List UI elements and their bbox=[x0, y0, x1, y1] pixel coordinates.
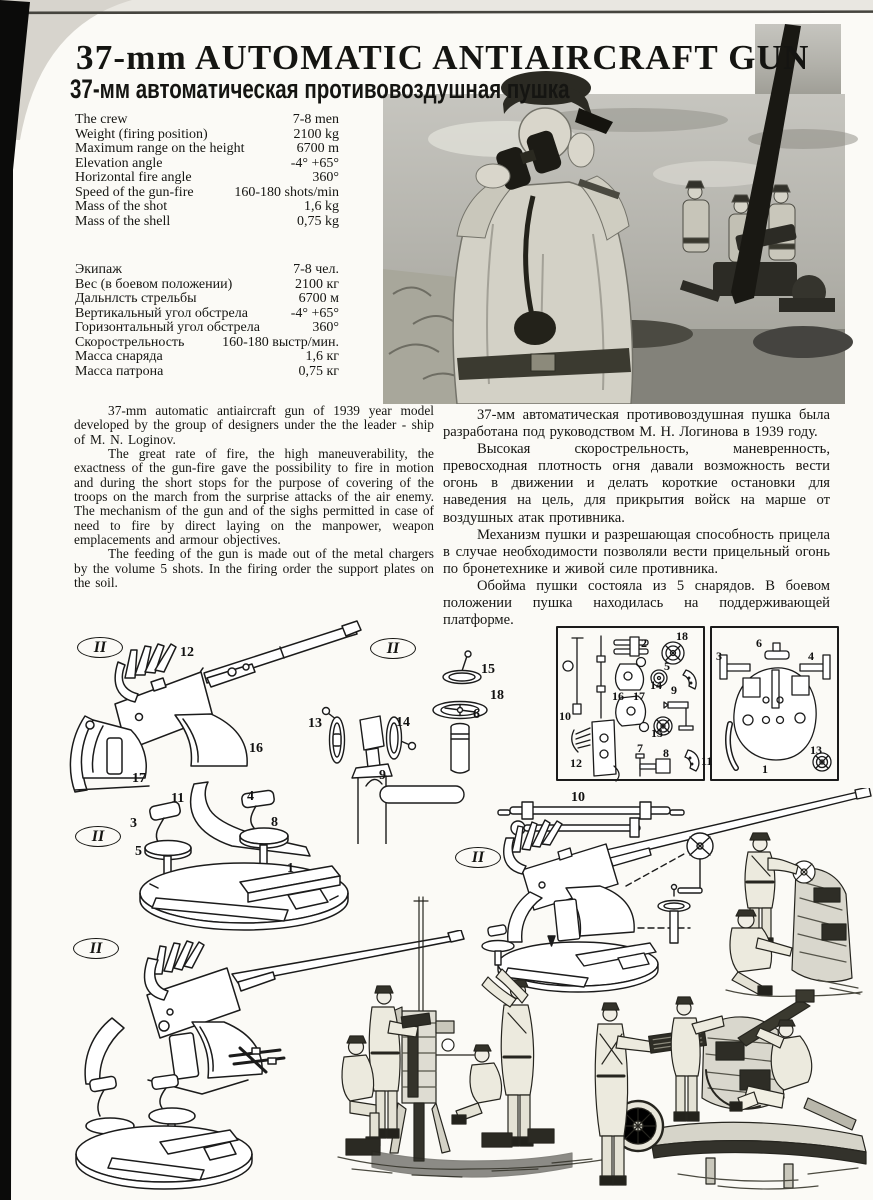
part-label: 5 bbox=[664, 659, 670, 673]
spec-value: 2100 kg bbox=[293, 126, 339, 142]
part-label: 13 bbox=[308, 716, 322, 731]
spec-value: -4° +65° bbox=[290, 155, 339, 171]
spec-value: 1,6 kg bbox=[304, 199, 339, 214]
spec-label: Скорострельность bbox=[75, 334, 185, 350]
spec-value: 7-8 men bbox=[292, 112, 339, 127]
part-label: 6 bbox=[756, 636, 762, 650]
paragraph: The feeding of the gun is made out of the metal chargers by the volume 5 shots. In the firing order the support plates on the soil. bbox=[74, 546, 434, 591]
part-label: 1 bbox=[762, 762, 768, 776]
spec-label: Горизонтальный угол обстрела bbox=[75, 320, 260, 335]
page-title: 37-mm AUTOMATIC ANTIAIRCRAFT GUN bbox=[76, 38, 810, 77]
paragraph: Высокая скорострельность, маневренность, превосходная плотность огня давали возможность вести огонь в движении и делать короткие остановки для наведения на цель, для прикрытия войск на марше от воздушных атак противника. bbox=[443, 441, 830, 526]
spec-value: 0,75 кг bbox=[298, 363, 339, 379]
spec-value: 160-180 выстр/мин. bbox=[222, 334, 339, 350]
part-label: 18 bbox=[490, 688, 504, 703]
assembly-step-oval: II bbox=[370, 638, 416, 659]
spec-label: Масса снаряда bbox=[75, 349, 163, 364]
spec-value: 2100 кг bbox=[294, 276, 339, 292]
spec-label: Вес (в боевом положении) bbox=[75, 276, 233, 292]
spec-label: Mass of the shell bbox=[75, 213, 171, 229]
part-label: 1 bbox=[287, 861, 294, 876]
spec-label: The crew bbox=[75, 112, 128, 127]
part-label: 17 bbox=[132, 771, 146, 786]
part-label: 2 bbox=[641, 636, 647, 650]
part-label: 3 bbox=[130, 816, 137, 831]
spec-value: 1,6 кг bbox=[305, 349, 339, 364]
spec-label: Elevation angle bbox=[75, 155, 163, 171]
part-label: 15 bbox=[651, 726, 663, 740]
part-label: 11 bbox=[171, 791, 185, 806]
part-label: 10 bbox=[559, 709, 571, 723]
spec-value: 360° bbox=[312, 320, 339, 335]
assembly-step-oval: II bbox=[77, 637, 123, 658]
page-subtitle-ru: 37-мм автоматическая противовоздушная пушка bbox=[70, 74, 570, 104]
part-label: 13 bbox=[810, 743, 822, 757]
paragraph: The great rate of fire, the high maneuverability, the exactness of the gun-fire gave the possibility to fire in motion and during the short stops for the purpose of covering of the troops on the march from the surprise attacks of the air enemy. The mechanism of the gun and of the sighs permitted in case of need to fire by direct laying on the manpower, weapon emplacements and armour objectives. bbox=[74, 446, 434, 548]
spec-label: Maximum range on the height bbox=[75, 141, 245, 156]
spec-label: Mass of the shot bbox=[75, 199, 168, 214]
paragraph: Обойма пушки состояла из 5 снарядов. В боевом положении пушка находилась на поддерживающей платформе. bbox=[443, 577, 830, 629]
part-label: 12 bbox=[570, 756, 582, 770]
spec-value: 6700 m bbox=[296, 141, 339, 156]
spec-value: 0,75 kg bbox=[297, 213, 339, 229]
part-label: 8 bbox=[663, 746, 669, 760]
spec-label: Horizontal fire angle bbox=[75, 170, 192, 185]
part-label: 16 bbox=[249, 741, 263, 756]
spec-label: Дальнлсть стрельбы bbox=[75, 291, 197, 306]
part-label: 5 bbox=[135, 844, 142, 859]
part-label: 12 bbox=[180, 645, 194, 660]
part-label: 18 bbox=[676, 629, 688, 643]
spec-value: -4° +65° bbox=[290, 305, 339, 321]
spec-label: Вертикальный угол обстрела bbox=[75, 305, 248, 321]
part-label: 9 bbox=[379, 768, 386, 783]
paragraph: 37-mm automatic antiaircraft gun of 1939 year model developed by the group of designers under the the leader - ship of M. N. Loginov. bbox=[74, 403, 434, 447]
part-label: 4 bbox=[808, 649, 814, 663]
part-label: 6 bbox=[473, 707, 480, 722]
spec-label: Weight (firing position) bbox=[75, 126, 208, 142]
spec-value: 360° bbox=[312, 170, 339, 185]
part-label: 9 bbox=[671, 683, 677, 697]
spec-label: Экипаж bbox=[75, 262, 122, 277]
spec-value: 160-180 shots/min bbox=[234, 184, 339, 200]
part-label: 8 bbox=[271, 815, 278, 830]
part-label: 17 bbox=[633, 689, 645, 703]
part-label: 16 bbox=[612, 689, 624, 703]
assembly-step-oval: II bbox=[75, 826, 121, 847]
spec-label: Масса патрона bbox=[75, 363, 164, 379]
part-label: 15 bbox=[481, 662, 495, 677]
assembly-step-oval: II bbox=[73, 938, 119, 959]
part-label: 7 bbox=[637, 741, 643, 755]
spec-value: 7-8 чел. bbox=[293, 262, 339, 277]
part-label: 10 bbox=[571, 790, 585, 805]
paragraph: 37-мм автоматическая противовоздушная пушка была разработана под руководством М. Н. Логинова в 1939 году. bbox=[443, 407, 830, 441]
part-label: 3 bbox=[716, 649, 722, 663]
assembly-step-oval: II bbox=[455, 847, 501, 868]
part-label: 4 bbox=[247, 789, 254, 804]
part-label: 14 bbox=[396, 715, 410, 730]
spec-label: Speed of the gun-fire bbox=[75, 184, 194, 200]
part-label: 11 bbox=[701, 754, 713, 768]
spec-value: 6700 м bbox=[298, 291, 339, 306]
paragraph: Механизм пушки и разрешающая способность прицела в случае необходимости позволяли вести прицельный огонь по бронетехнике и живой силе противника. bbox=[443, 526, 830, 577]
part-label: 14 bbox=[650, 678, 662, 692]
